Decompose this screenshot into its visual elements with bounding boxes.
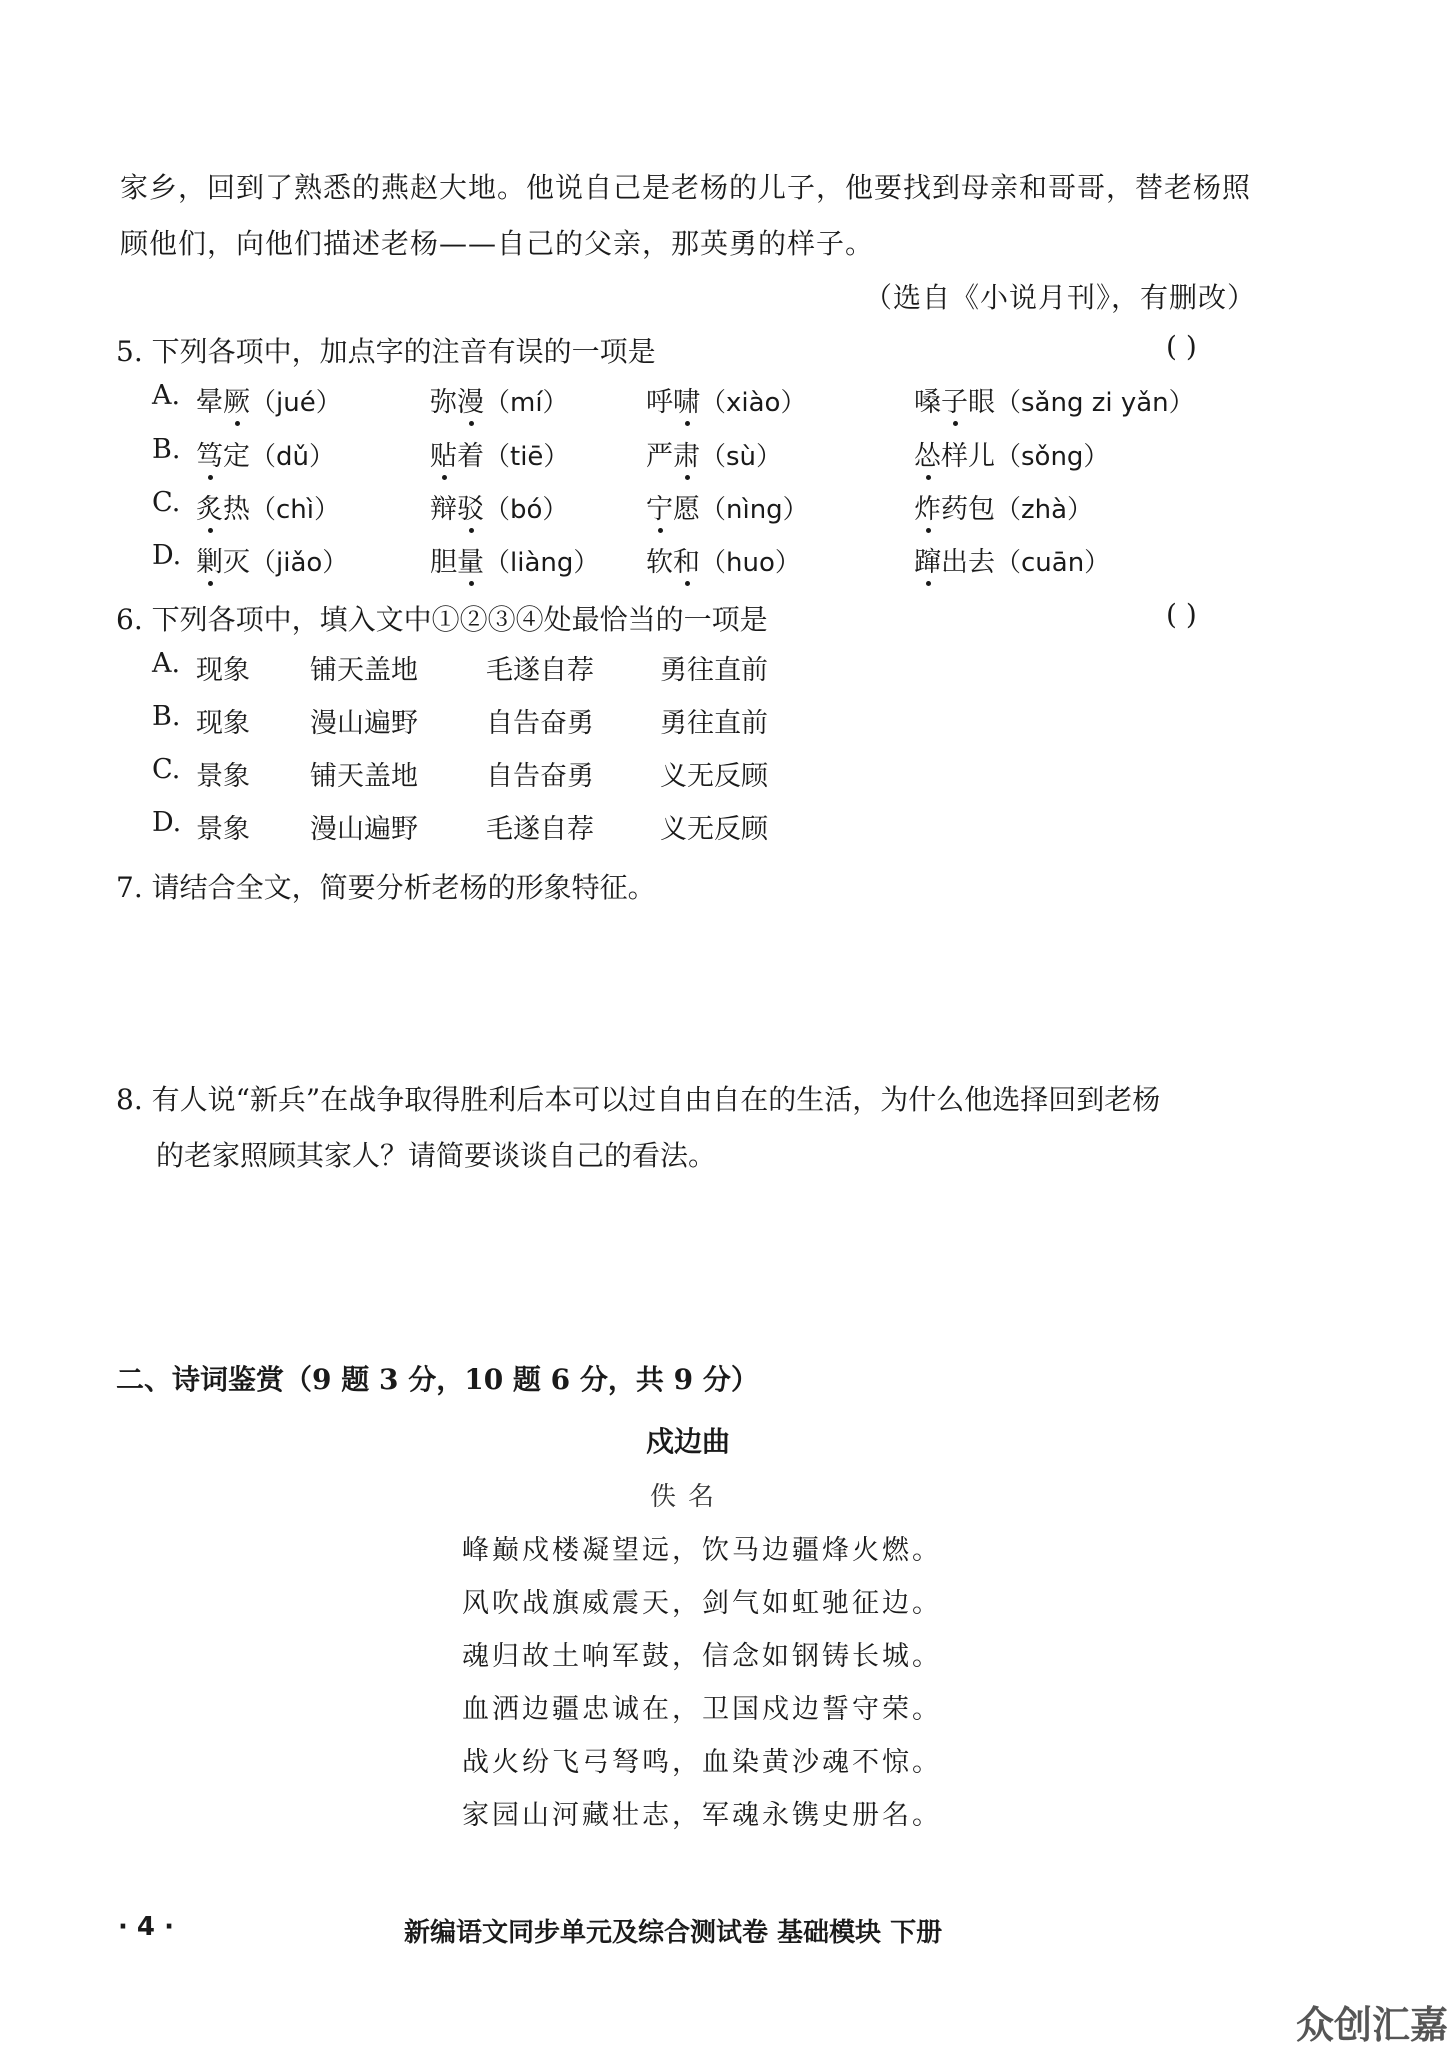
option-word: 现象: [196, 708, 250, 739]
question-6-stem: 6. 下列各项中，填入文中①②③④处最恰当的一项是: [116, 603, 768, 636]
dotted-character: 厥: [223, 380, 250, 419]
question-8-line-1: 8. 有人说“新兵”在战争取得胜利后本可以过自由自在的生活，为什么他选择回到老杨: [116, 1083, 1161, 1116]
word-prefix: 软: [646, 547, 673, 578]
poem-title: 戍边曲: [645, 1425, 730, 1458]
option-word: 漫山遍野: [310, 708, 418, 739]
option-word: 景象: [196, 814, 250, 845]
option-word: 铺天盖地: [310, 655, 418, 686]
pinyin-item: [196, 487, 340, 526]
pinyin-item: [430, 380, 569, 419]
dotted-character: 贴: [430, 434, 457, 473]
pinyin-reading: （zhà）: [995, 495, 1094, 525]
pinyin-reading: （mí）: [484, 388, 569, 418]
question-5-answer-paren: ( ): [1166, 330, 1197, 363]
dotted-character: 漫: [457, 380, 484, 419]
word-prefix: 弥: [430, 387, 457, 418]
pinyin-item: [646, 540, 801, 579]
pinyin-reading: （liàng）: [484, 548, 600, 578]
question-5-stem: 5. 下列各项中，加点字的注音有误的一项是: [116, 335, 656, 368]
option-word: 勇往直前: [660, 708, 768, 739]
option-label: D.: [152, 540, 182, 571]
word-suffix: 愿: [673, 494, 700, 525]
pinyin-item: [430, 434, 569, 473]
pinyin-reading: （tiē）: [484, 442, 570, 472]
dotted-character: 宁: [646, 487, 673, 526]
pinyin-reading: （huo）: [700, 548, 801, 578]
passage-line-1: 家乡，回到了熟悉的燕赵大地。他说自己是老杨的儿子，他要找到母亲和哥哥，替老杨照: [120, 171, 1252, 204]
poem-line: 战火纷飞弓弩鸣，血染黄沙魂不惊。: [462, 1747, 942, 1778]
word-prefix: 晕: [196, 387, 223, 418]
book-title: 新编语文同步单元及综合测试卷 基础模块 下册: [404, 1918, 943, 1948]
option-label: A.: [152, 380, 181, 411]
pinyin-item: [914, 434, 1109, 473]
dotted-character: 炸: [914, 487, 941, 526]
option-label: D.: [152, 807, 182, 838]
dotted-character: 量: [457, 540, 484, 579]
dotted-character: 和: [673, 540, 700, 579]
dotted-character: 嗓子眼: [914, 380, 995, 419]
word-suffix: 着: [457, 441, 484, 472]
option-word: 漫山遍野: [310, 814, 418, 845]
word-prefix: 胆: [430, 547, 457, 578]
pinyin-reading: （bó）: [484, 495, 569, 525]
dotted-character: 驳: [457, 487, 484, 526]
option-label: B.: [152, 434, 181, 465]
option-word: 义无反顾: [660, 814, 768, 845]
option-label: C.: [152, 754, 181, 785]
question-6-answer-paren: ( ): [1166, 598, 1197, 631]
word-suffix: 出去: [941, 547, 995, 578]
option-word: 义无反顾: [660, 761, 768, 792]
dotted-character: 肃: [673, 434, 700, 473]
poem-line: 血洒边疆忠诚在，卫国戍边誓守荣。: [462, 1694, 942, 1725]
poem-author: 佚名: [649, 1482, 726, 1512]
option-word: 景象: [196, 761, 250, 792]
pinyin-item: [646, 380, 806, 419]
word-suffix: 药包: [941, 494, 995, 525]
poem-line: 峰巅戍楼凝望远，饮马边疆烽火燃。: [462, 1535, 942, 1566]
option-label: C.: [152, 487, 181, 518]
word-suffix: 样儿: [941, 441, 995, 472]
poem-line: 魂归故土响军鼓，信念如钢铸长城。: [462, 1641, 942, 1672]
word-suffix: 定: [223, 441, 250, 472]
pinyin-reading: （sǎng zi yǎn）: [995, 388, 1195, 418]
pinyin-item: [196, 540, 348, 579]
question-8-line-2: 的老家照顾其家人？请简要谈谈自己的看法。: [156, 1139, 717, 1172]
word-suffix: 热: [223, 494, 250, 525]
pinyin-item: [196, 434, 335, 473]
pinyin-reading: （cuān）: [995, 548, 1111, 578]
poem-line: 风吹战旗威震天，剑气如虹驰征边。: [462, 1588, 942, 1619]
pinyin-reading: （dǔ）: [250, 442, 335, 472]
word-prefix: 呼: [646, 387, 673, 418]
pinyin-item: [430, 540, 599, 579]
pinyin-reading: （jué）: [250, 388, 342, 418]
passage-line-2: 顾他们，向他们描述老杨——自己的父亲，那英勇的样子。: [120, 227, 875, 260]
pinyin-reading: （nìng）: [700, 495, 809, 525]
dotted-character: 炙: [196, 487, 223, 526]
pinyin-item: [646, 434, 782, 473]
option-word: 铺天盖地: [310, 761, 418, 792]
option-word: 毛遂自荐: [486, 814, 594, 845]
option-word: 自告奋勇: [486, 761, 594, 792]
dotted-character: 蹿: [914, 540, 941, 579]
dotted-character: 笃: [196, 434, 223, 473]
word-suffix: 灭: [223, 547, 250, 578]
dotted-character: 怂: [914, 434, 941, 473]
pinyin-reading: （xiào）: [700, 388, 807, 418]
word-prefix: 严: [646, 441, 673, 472]
watermark-logo: 众创汇嘉: [1296, 2003, 1449, 2047]
option-word: 毛遂自荐: [486, 655, 594, 686]
word-prefix: 辩: [430, 494, 457, 525]
question-7-stem: 7. 请结合全文，简要分析老杨的形象特征。: [116, 871, 656, 904]
pinyin-reading: （sù）: [700, 442, 783, 472]
poem-line: 家园山河藏壮志，军魂永镌史册名。: [462, 1800, 942, 1831]
pinyin-item: [646, 487, 809, 526]
pinyin-item: [914, 380, 1195, 419]
pinyin-item: [914, 487, 1093, 526]
pinyin-item: [196, 380, 342, 419]
pinyin-reading: （sǒng）: [995, 442, 1110, 472]
option-label: A.: [152, 648, 181, 679]
section-2-heading: 二、诗词鉴赏（9 题 3 分，10 题 6 分，共 9 分）: [116, 1363, 759, 1396]
option-label: B.: [152, 701, 181, 732]
dotted-character: 剿: [196, 540, 223, 579]
option-word: 勇往直前: [660, 655, 768, 686]
option-word: 自告奋勇: [486, 708, 594, 739]
passage-source: （选自《小说月刊》，有删改）: [863, 281, 1256, 314]
pinyin-item: [914, 540, 1110, 579]
page-number: · 4 ·: [118, 1912, 174, 1942]
dotted-character: 啸: [673, 380, 700, 419]
pinyin-item: [430, 487, 568, 526]
pinyin-reading: （jiǎo）: [250, 548, 349, 578]
pinyin-reading: （chì）: [250, 495, 340, 525]
option-word: 现象: [196, 655, 250, 686]
